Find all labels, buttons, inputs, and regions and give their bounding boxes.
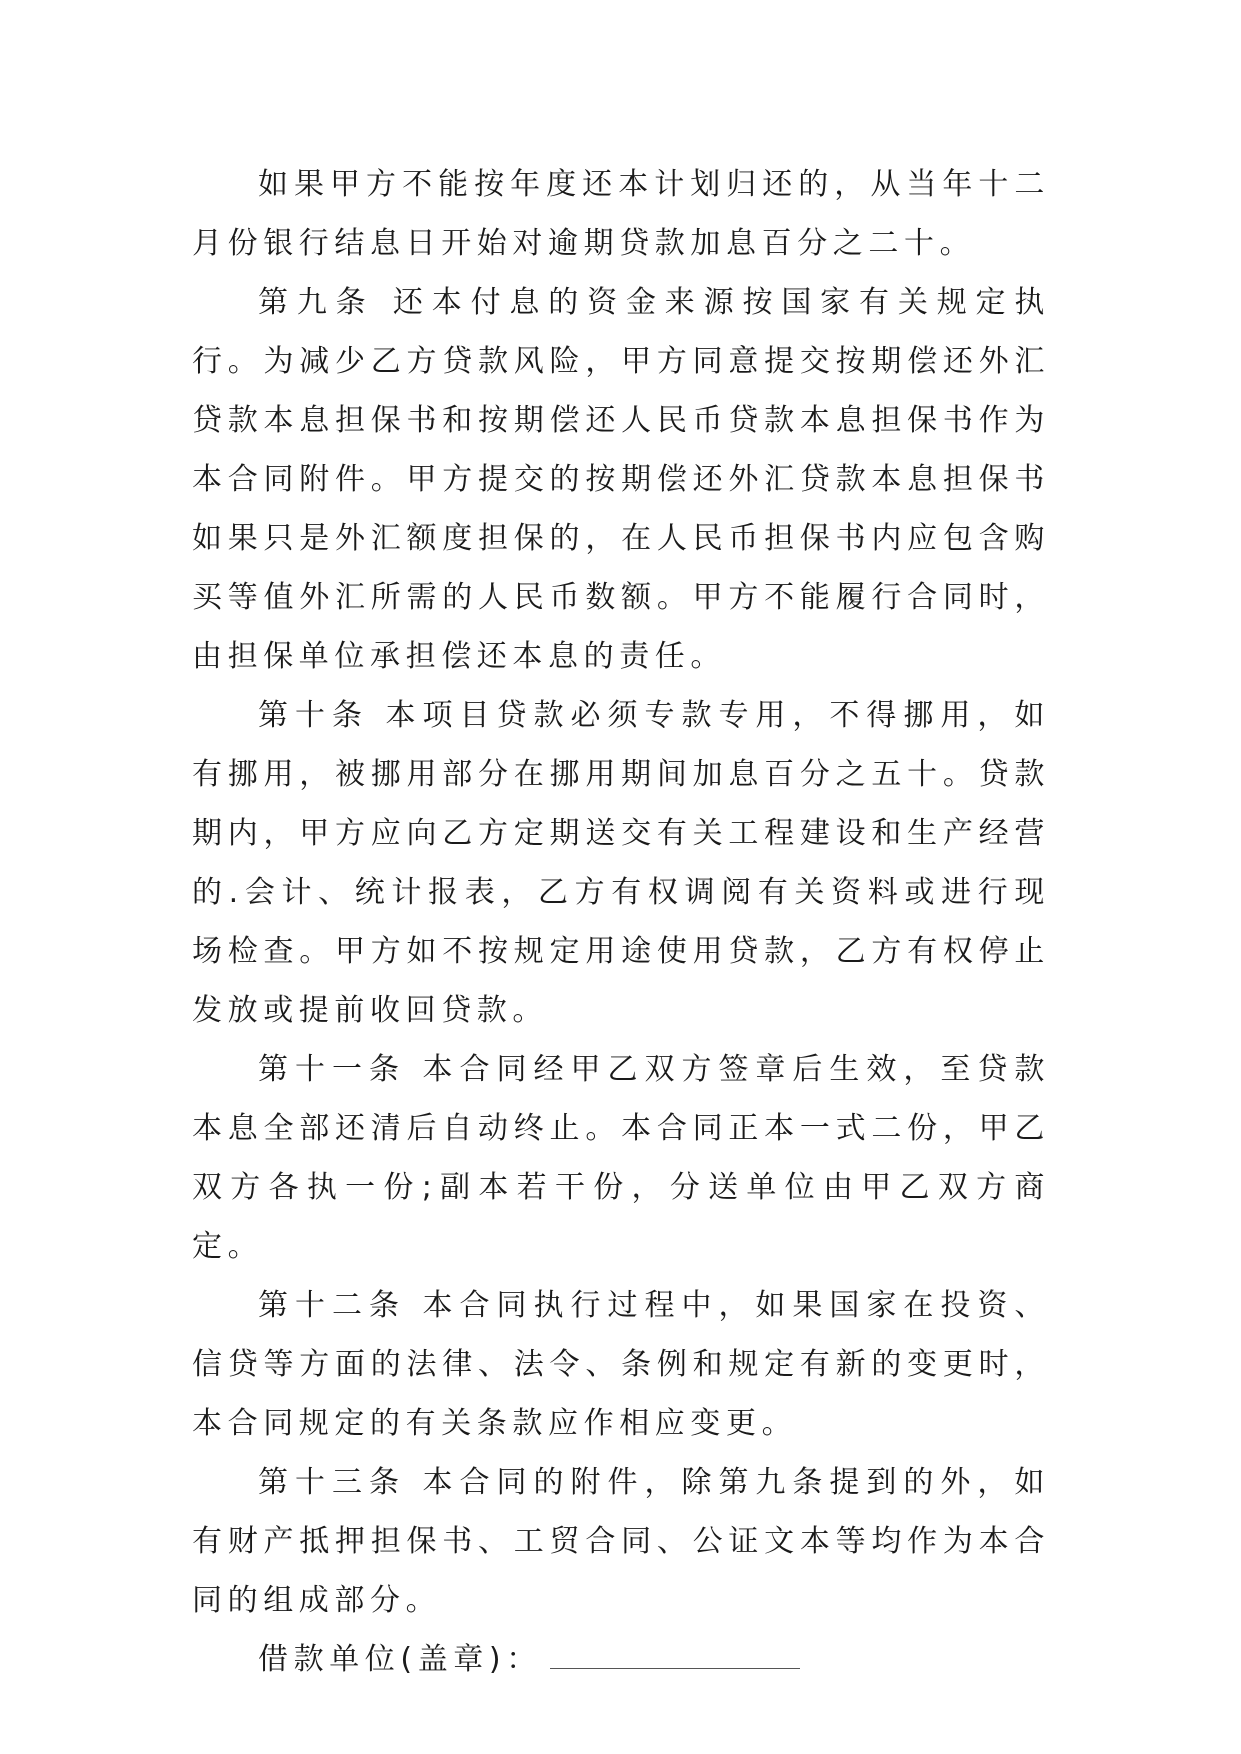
- signature-blank: [550, 1640, 800, 1669]
- paragraph-article-12: 第十二条 本合同执行过程中，如果国家在投资、信贷等方面的法律、法令、条例和规定有新的变更时，本合同规定的有关条款应作相应变更。: [192, 1288, 1050, 1441]
- signature-line: [192, 1630, 1050, 1689]
- paragraph-overdue-interest: 如果甲方不能按年度还本计划归还的，从当年十二月份银行结息日开始对逾期贷款加息百分之二十。: [192, 167, 1050, 261]
- document-page: [192, 155, 1050, 1689]
- paragraph-article-13: 第十三条 本合同的附件，除第九条提到的外，如有财产抵押担保书、工贸合同、公证文本等均作为本合同的组成部分。: [192, 1465, 1050, 1618]
- paragraph-article-11: 第十一条 本合同经甲乙双方签章后生效，至贷款本息全部还清后自动终止。本合同正本一式二份，甲乙双方各执一份;副本若干份，分送单位由甲乙双方商定。: [192, 1052, 1050, 1264]
- paragraph-article-10: 第十条 本项目贷款必须专款专用，不得挪用，如有挪用，被挪用部分在挪用期间加息百分之五十。贷款期内，甲方应向乙方定期送交有关工程建设和生产经营的.会计、统计报表，乙方有权调阅有关资料或进行现场检查。甲方如不按规定用途使用贷款，乙方有权停止发放或提前收回贷款。: [192, 698, 1050, 1028]
- signature-label: 借款单位(盖章)：: [258, 1642, 542, 1677]
- paragraph-article-9: 第九条 还本付息的资金来源按国家有关规定执行。为减少乙方贷款风险，甲方同意提交按期偿还外汇贷款本息担保书和按期偿还人民币贷款本息担保书作为本合同附件。甲方提交的按期偿还外汇贷款本息担保书如果只是外汇额度担保的，在人民币担保书内应包含购买等值外汇所需的人民币数额。甲方不能履行合同时，由担保单位承担偿还本息的责任。: [192, 285, 1050, 674]
